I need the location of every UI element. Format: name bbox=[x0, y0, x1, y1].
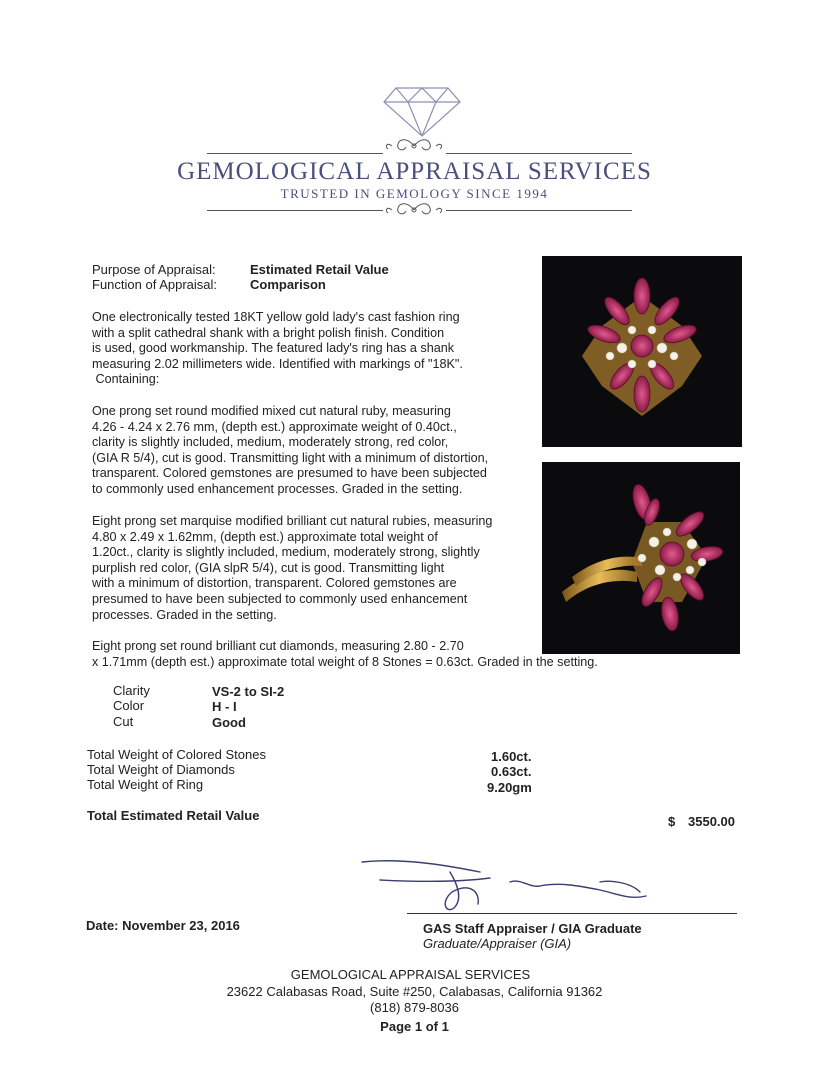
appraisal-date: Date: November 23, 2016 bbox=[86, 918, 240, 933]
purpose-value: Estimated Retail Value bbox=[250, 262, 389, 277]
grade-value-cut: Good bbox=[212, 715, 246, 730]
description-paragraph-diamonds: Eight prong set round brilliant cut diamonds, measuring 2.80 - 2.70 x 1.71mm (depth est.) approximate total weight of 8 Stones = 0.63ct. Graded in the setting. bbox=[92, 639, 598, 669]
description-paragraph-rubies: Eight prong set marquise modified brilliant cut natural rubies, measuring 4.80 x 2.49 x 1.62mm, (depth est.) approximate total weight of 1.20ct., clarity is slightly included, medium, moderately strong, slightly purplish red color, (GIA slpR 5/4), cut is good. Transmitting light with a minimum of distortion, transparent. Colored gemstones are presumed to have been subjected to commonly used enhancement processes. Graded in the setting. bbox=[92, 514, 493, 622]
ring-photo-top bbox=[542, 256, 742, 447]
total-value-diamonds: 0.63ct. bbox=[491, 764, 532, 779]
total-value-ring: 9.20gm bbox=[487, 780, 532, 795]
total-value-colored-stones: 1.60ct. bbox=[491, 749, 532, 764]
footer-phone: (818) 879-8036 bbox=[370, 1000, 459, 1015]
footer-address: 23622 Calabasas Road, Suite #250, Calabasas, California 91362 bbox=[226, 984, 603, 999]
header-rule-top bbox=[446, 153, 632, 154]
ring-top-view-icon bbox=[542, 256, 742, 447]
retail-amount: 3550.00 bbox=[688, 814, 735, 829]
page-number: Page 1 of 1 bbox=[380, 1019, 449, 1034]
purpose-label: Purpose of Appraisal: bbox=[92, 262, 216, 277]
signature-image bbox=[360, 852, 660, 918]
retail-value-label: Total Estimated Retail Value bbox=[87, 808, 260, 823]
grade-label-clarity: Clarity bbox=[113, 683, 150, 698]
footer-company: GEMOLOGICAL APPRAISAL SERVICES bbox=[290, 967, 531, 982]
description-paragraph-ring: One electronically tested 18KT yellow gold lady's cast fashion ring with a split cathedral shank with a bright polish finish. Condition is used, good workmanship. The featured lady's ring has a shank measuring 2.02 millimeters wide. Identified with markings of "18K". Containing: bbox=[92, 310, 463, 387]
ring-side-view-icon bbox=[542, 462, 740, 654]
signature-line bbox=[407, 913, 737, 914]
retail-currency: $ bbox=[668, 814, 676, 829]
total-label-diamonds: Total Weight of Diamonds bbox=[87, 762, 235, 777]
appraiser-subtitle: Graduate/Appraiser (GIA) bbox=[423, 936, 572, 951]
company-tagline: TRUSTED IN GEMOLOGY SINCE 1994 bbox=[280, 186, 549, 201]
function-label: Function of Appraisal: bbox=[92, 277, 218, 292]
header-rule-top bbox=[207, 153, 383, 154]
diamond-icon bbox=[382, 86, 462, 138]
grade-value-color: H - I bbox=[212, 699, 237, 714]
grade-value-clarity: VS-2 to SI-2 bbox=[212, 684, 285, 699]
description-paragraph-ruby: One prong set round modified mixed cut natural ruby, measuring 4.26 - 4.24 x 2.76 mm, (depth est.) approximate weight of 0.40ct., clarity is slightly included, medium, moderately strong, red color, (GIA R 5/4), cut is good. Transmitting light with a minimum of distortion, transparent. Colored gemstones are presumed to have been subjected to commonly used enhancement processes. Graded in the setting. bbox=[92, 404, 489, 496]
function-value: Comparison bbox=[250, 277, 326, 292]
ornament-bottom-icon bbox=[382, 200, 446, 220]
header-rule-bottom bbox=[207, 210, 383, 211]
header-rule-bottom bbox=[446, 210, 632, 211]
company-name: GEMOLOGICAL APPRAISAL SERVICES bbox=[177, 158, 652, 185]
grade-label-cut: Cut bbox=[113, 714, 134, 729]
ring-photo-side bbox=[542, 462, 740, 654]
ornament-top-icon bbox=[382, 136, 446, 156]
grade-label-color: Color bbox=[113, 698, 145, 713]
total-label-ring: Total Weight of Ring bbox=[87, 777, 204, 792]
appraiser-title: GAS Staff Appraiser / GIA Graduate bbox=[423, 921, 642, 936]
total-label-colored-stones: Total Weight of Colored Stones bbox=[87, 747, 266, 762]
